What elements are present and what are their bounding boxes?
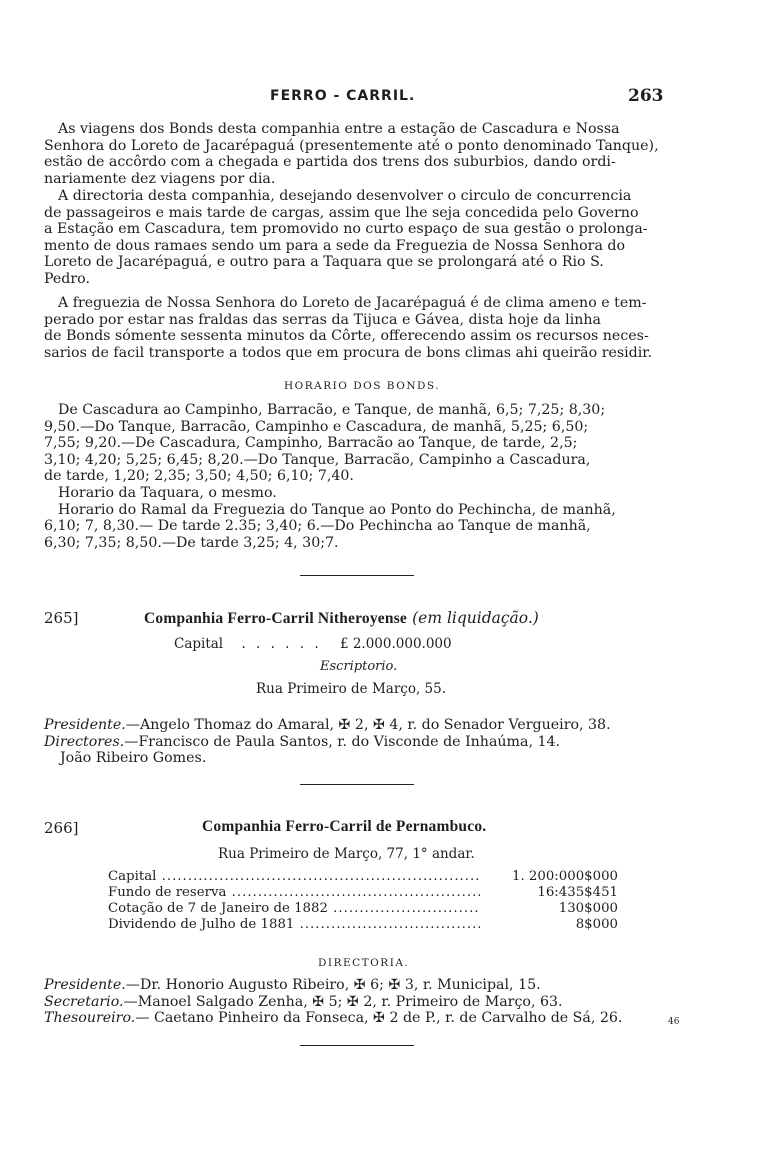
president-line bbox=[44, 717, 684, 734]
officer-line bbox=[44, 1010, 684, 1027]
directors-label: Directores. bbox=[44, 733, 125, 750]
schedule-line: 9,50.—Do Tanque, Barracão, Campinho e Cascadura, de manhã, 5,25; 6,50; bbox=[44, 418, 589, 435]
officer-text: —Manoel Salgado Zenha, ✠ 5; ✠ 2, r. Primeiro de Março, 63. bbox=[123, 993, 563, 1010]
office-label: Escriptorio. bbox=[320, 659, 398, 674]
liquidation-status: (em liquidação.) bbox=[412, 609, 539, 627]
text-line: de passageiros e mais tarde de cargas, assim que lhe seja concedida pelo Governo bbox=[44, 204, 639, 221]
text-line: A directoria desta companhia, desejando desenvolver o circulo de concurrencia bbox=[58, 188, 632, 204]
capital-line bbox=[174, 636, 452, 652]
financial-label: Cotação de 7 de Janeiro de 1882 ..... bbox=[108, 901, 480, 917]
section-divider bbox=[300, 575, 414, 576]
text-line: Senhora do Loreto de Jacarépaguá (presentemente até o ponto denominado Tanque), bbox=[44, 137, 659, 154]
ramal-line: 6,10; 7, 8,30.— De tarde 2.35; 3,40; 6.—Do Pechincha ao Tanque de manhã, bbox=[44, 518, 591, 535]
financial-label: Capital ..... bbox=[108, 869, 480, 885]
paragraph-directoria bbox=[44, 188, 684, 288]
president-text: —Angelo Thomaz do Amaral, ✠ 2, ✠ 4, r. do Senador Vergueiro, 38. bbox=[125, 717, 611, 733]
text-line: A freguezia de Nossa Senhora do Loreto de Jacarépaguá é de clima ameno e tem- bbox=[58, 295, 647, 311]
schedule-line: de tarde, 1,20; 2,35; 3,50; 4,50; 6,10; 7,40. bbox=[44, 468, 354, 485]
board-266 bbox=[44, 977, 684, 1027]
officer-title: Secretario. bbox=[44, 993, 124, 1010]
officer-text: — Caetano Pinheiro da Fonseca, ✠ 2 de P., r. de Carvalho de Sá, 26. bbox=[135, 1010, 623, 1027]
text-line: mento de dous ramaes sendo um para a sede da Freguezia de Nossa Senhora do bbox=[44, 237, 626, 254]
text-line: Pedro. bbox=[44, 270, 90, 287]
officer-line bbox=[44, 994, 684, 1011]
paragraph-freguezia bbox=[44, 295, 684, 361]
financial-value: 1. 200:000$000 bbox=[512, 869, 618, 884]
text-line: nariamente dez viagens por dia. bbox=[44, 170, 276, 187]
president-label: Presidente. bbox=[44, 717, 126, 733]
entry-number: 266] bbox=[44, 819, 79, 837]
schedule-heading: HORARIO DOS BONDS. bbox=[284, 380, 441, 392]
officer-title: Thesoureiro. bbox=[44, 1010, 136, 1027]
text-line: estão de accôrdo com a chegada e partida dos trens dos suburbios, dando ordi- bbox=[44, 154, 616, 171]
schedule-line: 3,10; 4,20; 5,25; 6,45; 8,20.—Do Tanque, Barracão, Campinho a Cascadura, bbox=[44, 451, 591, 468]
section-divider bbox=[300, 784, 414, 785]
margin-note: 46 bbox=[668, 1017, 680, 1027]
running-header-title: FERRO - CARRIL. bbox=[270, 88, 416, 104]
text-line: a Estação em Cascadura, tem promovido no curto espaço de sua gestão o prolonga- bbox=[44, 221, 648, 238]
taquara-line: Horario da Taquara, o mesmo. bbox=[58, 484, 277, 501]
directors-text: —Francisco de Paula Santos, r. do Visconde de Inhaúma, 14. bbox=[124, 733, 561, 750]
financial-value: 8$000 bbox=[575, 917, 618, 932]
officer-text: —Dr. Honorio Augusto Ribeiro, ✠ 6; ✠ 3, r. Municipal, 15. bbox=[125, 977, 541, 993]
capital-value: £ 2.000.000.000 bbox=[339, 636, 452, 652]
financial-value: 130$000 bbox=[558, 901, 618, 916]
text-line: de Bonds sómente sessenta minutos da Côrte, offerecendo assim os recursos neces- bbox=[44, 328, 649, 345]
text-line: perado por estar nas fraldas das serras da Tijuca e Gávea, dista hoje da linha bbox=[44, 311, 601, 328]
office-address: Rua Primeiro de Março, 55. bbox=[256, 681, 447, 697]
ramal-line: 6,30; 7,35; 8,50.—De tarde 3,25; 4, 30;7. bbox=[44, 534, 339, 551]
entry-number: 265] bbox=[44, 609, 79, 627]
board-265 bbox=[44, 717, 684, 767]
financial-label: Fundo de reserva ..... bbox=[108, 885, 480, 901]
directors-line bbox=[44, 734, 684, 751]
text-line: Loreto de Jacarépaguá, e outro para a Taquara que se prolongará até o Rio S. bbox=[44, 254, 604, 271]
director-2: João Ribeiro Gomes. bbox=[60, 750, 207, 767]
officer-title: Presidente. bbox=[44, 977, 126, 993]
paragraph-viagens bbox=[44, 121, 684, 187]
schedule-line: De Cascadura ao Campinho, Barracão, e Tanque, de manhã, 6,5; 7,25; 8,30; bbox=[58, 402, 606, 418]
financial-value: 16:435$451 bbox=[537, 885, 618, 900]
company-address: Rua Primeiro de Março, 77, 1° andar. bbox=[218, 846, 475, 862]
company-name: Companhia Ferro-Carril de Pernambuco. bbox=[202, 818, 487, 835]
ramal-line: Horario do Ramal da Freguezia do Tanque ao Ponto do Pechincha, de manhã, bbox=[58, 501, 616, 518]
directory-heading: DIRECTORIA. bbox=[318, 957, 410, 969]
text-line: sarios de facil transporte a todos que em procura de bons climas ahi queirão residir. bbox=[44, 344, 653, 361]
company-heading bbox=[144, 608, 539, 628]
officer-line bbox=[44, 977, 684, 994]
capital-label: Capital bbox=[174, 636, 224, 652]
section-divider bbox=[300, 1045, 414, 1046]
financial-label: Dividendo de Julho de 1881 ..... bbox=[108, 917, 480, 933]
bond-schedule bbox=[44, 402, 684, 551]
text-line: As viagens dos Bonds desta companhia entre a estação de Cascadura e Nossa bbox=[58, 121, 620, 137]
capital-leader: . . . . . . bbox=[241, 636, 322, 652]
page-number: 263 bbox=[628, 86, 664, 106]
schedule-line: 7,55; 9,20.—De Cascadura, Campinho, Barracão ao Tanque, de tarde, 2,5; bbox=[44, 435, 578, 452]
company-name: Companhia Ferro-Carril Nitheroyense bbox=[144, 610, 407, 627]
